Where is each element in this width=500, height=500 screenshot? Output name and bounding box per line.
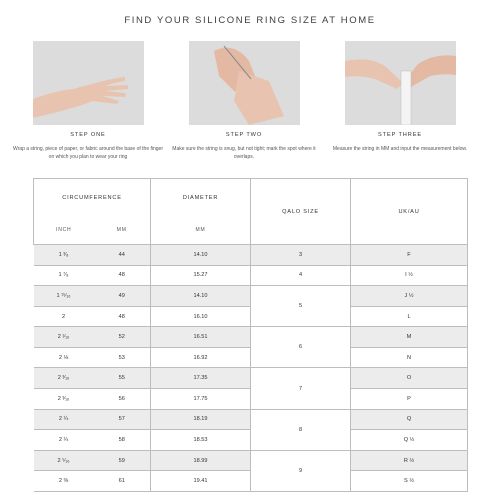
step-three-photo [345,41,456,125]
diameter-cell: 19.41 [151,471,251,492]
uk-size-cell: Q ½ [351,430,468,451]
qalo-size-cell: 7 [251,368,351,409]
table-row [34,347,468,368]
uk-size-cell: J ½ [351,286,468,307]
header-uk-au: UK/AU [351,179,468,245]
step-two-photo [189,41,300,125]
uk-size-cell: R ½ [351,450,468,471]
mm-cell: 56 [94,389,151,410]
mm-cell: 58 [94,430,151,451]
step-one-text: Wrap a string, piece of paper, or fabric around the base of the finger on which you plan to wear your ring [13,146,163,160]
mm-cell: 49 [94,286,151,307]
header-diameter: DIAMETER [151,179,251,217]
mm-cell: 61 [94,471,151,492]
diameter-cell: 14.10 [151,245,251,266]
subheader-mm: MM [94,217,151,245]
mm-cell: 55 [94,368,151,389]
inch-cell: 2 ⅛ [34,347,94,368]
mm-cell: 44 [94,245,151,266]
mm-cell: 53 [94,347,151,368]
step-two-title: STEP TWO [225,132,263,138]
uk-size-cell: O [351,368,468,389]
qalo-size-cell: 6 [251,327,351,368]
qalo-size-cell: 3 [251,245,351,266]
table-row [34,471,468,492]
table-row [34,327,468,348]
inch-cell: 2 ³⁄₁₆ [34,368,94,389]
inch-cell: 2 ¹⁄₁₆ [34,327,94,348]
table-row [34,450,468,471]
qalo-size-cell: 8 [251,409,351,450]
subheader-inch: INCH [34,217,94,245]
diameter-cell: 17.35 [151,368,251,389]
uk-size-cell: S ½ [351,471,468,492]
page-title: FIND YOUR SILICONE RING SIZE AT HOME [124,15,376,26]
inch-cell: 2 ⁵⁄₁₆ [34,450,94,471]
step-three-text: Measure the string in MM and input the measurement below. [332,146,468,152]
diameter-cell: 18.19 [151,409,251,430]
diameter-cell: 16.51 [151,327,251,348]
step-two-text: Make sure the string is snug, but not tight; mark the spot where it overlaps. [172,146,316,160]
table-row [34,430,468,451]
inch-cell: 1 ⁷⁄₈ [34,265,94,286]
qalo-size-cell: 4 [251,265,351,286]
table-row [34,409,468,430]
inch-cell: 2 ⅜ [34,471,94,492]
qalo-size-cell: 9 [251,450,351,491]
inch-cell: 2 [34,306,94,327]
step-one-title: STEP ONE [70,132,106,138]
uk-size-cell: N [351,347,468,368]
table-row [34,306,468,327]
diameter-cell: 18.53 [151,430,251,451]
uk-size-cell: F [351,245,468,266]
mm-cell: 48 [94,306,151,327]
step-one-photo [33,41,144,125]
diameter-cell: 14.10 [151,286,251,307]
inch-cell: 2 ¼ [34,409,94,430]
string-wrap-photo-icon [189,41,300,125]
table-row [34,286,468,307]
header-circumference: CIRCUMFERENCE [34,179,151,217]
ruler-measure-photo-icon [345,41,456,125]
mm-cell: 59 [94,450,151,471]
uk-size-cell: L [351,306,468,327]
mm-cell: 48 [94,265,151,286]
uk-size-cell: P [351,389,468,410]
subheader-diameter-mm: MM [151,217,251,245]
table-row [34,245,468,266]
diameter-cell: 15.27 [151,265,251,286]
table-row [34,265,468,286]
mm-cell: 52 [94,327,151,348]
header-row [34,179,468,217]
hand-photo-icon [33,41,144,125]
uk-size-cell: I ½ [351,265,468,286]
header-qalo-size: QALO SIZE [251,179,351,245]
diameter-cell: 16.10 [151,306,251,327]
table-row [34,389,468,410]
diameter-cell: 18.99 [151,450,251,471]
ring-size-table [33,178,468,492]
uk-size-cell: M [351,327,468,348]
qalo-size-cell: 5 [251,286,351,327]
diameter-cell: 16.92 [151,347,251,368]
inch-cell: 1 ¹⁵⁄₁₆ [34,286,94,307]
table-row [34,368,468,389]
diameter-cell: 17.75 [151,389,251,410]
inch-cell: 1 ³⁄₈ [34,245,94,266]
inch-cell: 2 ³⁄₁₆ [34,389,94,410]
inch-cell: 2 ¼ [34,430,94,451]
step-three-title: STEP THREE [378,132,422,138]
uk-size-cell: Q [351,409,468,430]
mm-cell: 57 [94,409,151,430]
